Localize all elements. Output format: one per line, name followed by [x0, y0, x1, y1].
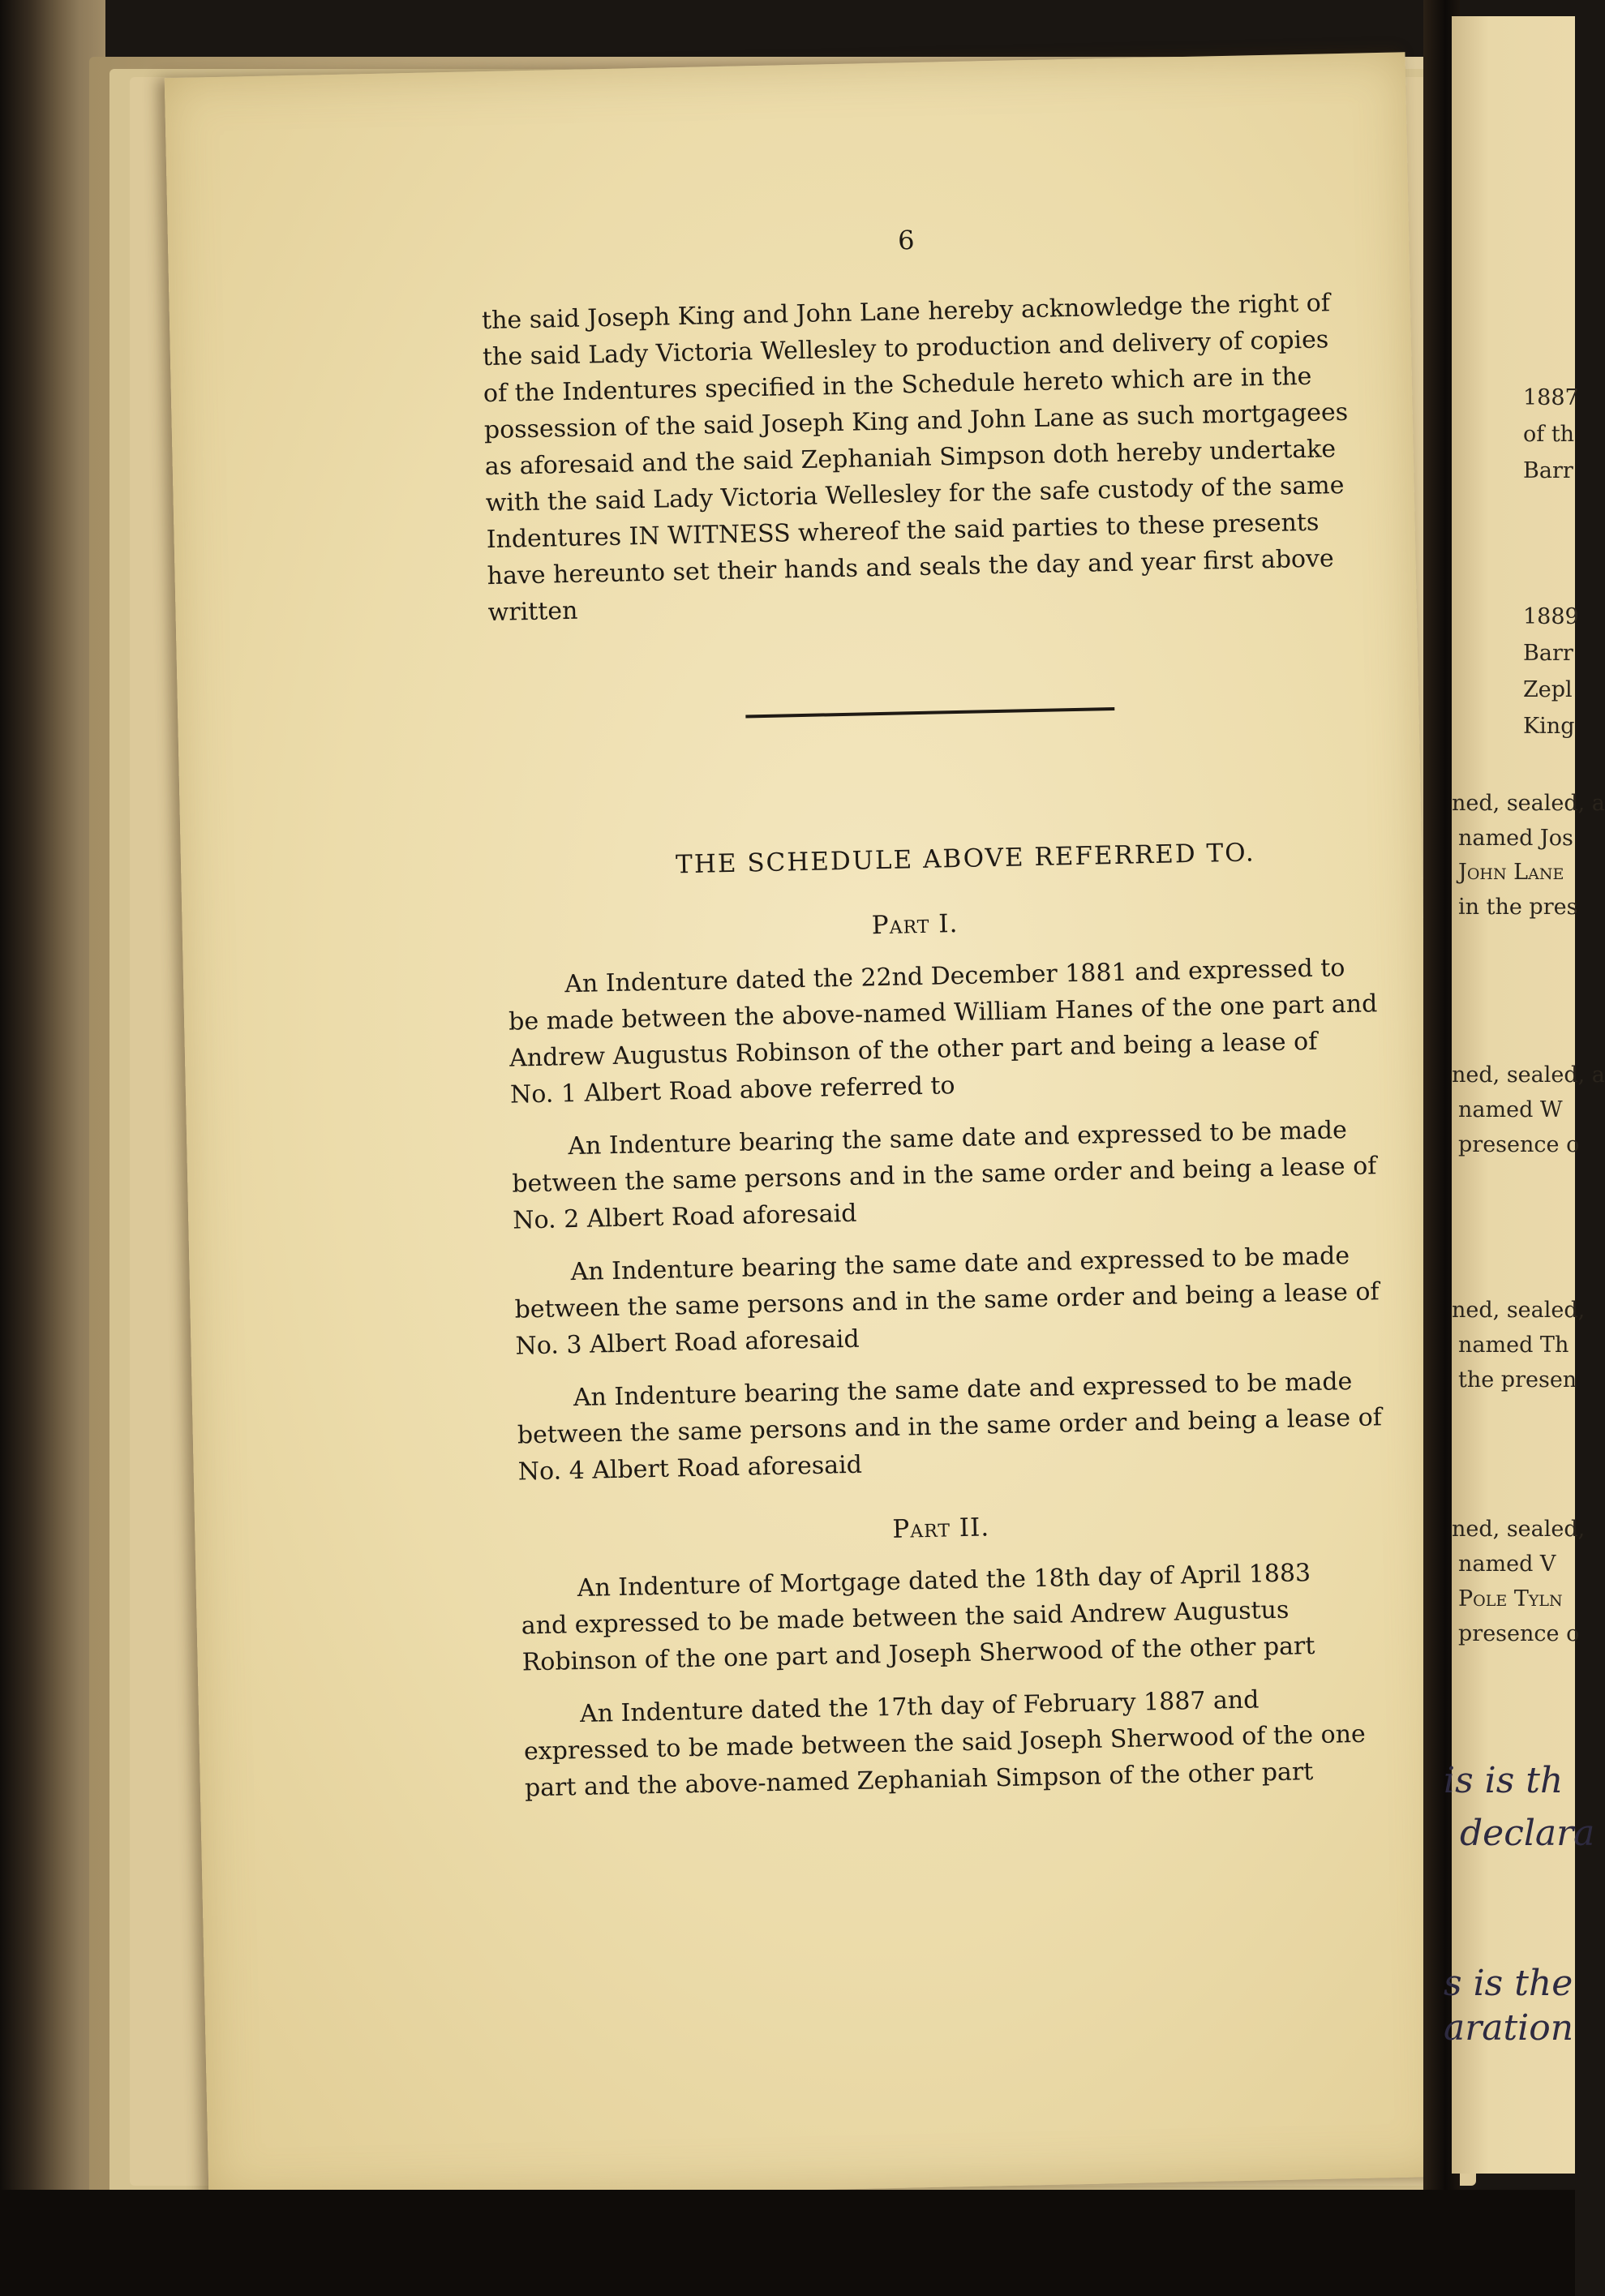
fragment-text: ned, sealed, a: [1452, 791, 1605, 816]
body-line: with the said Lady Victoria Wellesley for the safe custody of the same: [485, 470, 1345, 518]
body-line: An Indenture dated the 17th day of February 1887 and: [579, 1685, 1260, 1729]
fragment-text: named W: [1458, 1097, 1563, 1122]
body-line: between the same persons and in the same order and being a lease of: [514, 1277, 1380, 1324]
fragment-text: Barr: [1523, 458, 1573, 483]
body-line: expressed to be made between the said Joseph Sherwood of the one: [523, 1719, 1367, 1766]
handwriting: is is th: [1444, 1760, 1564, 1801]
section-divider: [745, 707, 1114, 719]
body-line: and expressed to be made between the said Andrew Augustus: [521, 1595, 1290, 1641]
body-line: part and the above-named Zephaniah Simpson of the other part: [524, 1757, 1314, 1803]
fragment-text: Zepl: [1523, 677, 1573, 702]
body-line: be made between the above-named William Hanes of the one part and: [508, 989, 1378, 1036]
body-line: An Indenture bearing the same date and expressed to be made: [568, 1116, 1348, 1161]
fragment-text: Barr: [1523, 641, 1573, 666]
fragment-text: ned, sealed,: [1452, 1298, 1586, 1323]
body-line: have hereunto set their hands and seals the day and year first above: [487, 544, 1335, 591]
fragment-text: Pole Tyln: [1458, 1586, 1563, 1611]
handwriting: aration: [1444, 2007, 1574, 2049]
fragment-text: presence o: [1458, 1621, 1580, 1646]
fragment-text: in the pres: [1458, 895, 1578, 920]
fragment-text: named Th: [1458, 1333, 1569, 1358]
adjacent-page: [1444, 16, 1605, 2174]
part-heading: Part II.: [892, 1513, 990, 1544]
part-heading: Part I.: [871, 909, 959, 941]
fragment-text: named V: [1458, 1551, 1556, 1577]
body-line: An Indenture of Mortgage dated the 18th day of April 1883: [577, 1559, 1311, 1603]
fragment-text: ned, sealed,: [1452, 1517, 1586, 1542]
fragment-text: 1887: [1523, 385, 1579, 410]
body-line: Indentures IN WITNESS whereof the said parties to these presents: [486, 508, 1320, 555]
body-line: An Indenture bearing the same date and expressed to be made: [573, 1367, 1353, 1413]
body-line: No. 3 Albert Road aforesaid: [515, 1324, 860, 1361]
body-line: written: [487, 596, 578, 628]
fragment-text: ned, sealed, a: [1452, 1062, 1605, 1088]
body-line: between the same persons and in the same order and being a lease of: [512, 1152, 1377, 1199]
schedule-title: THE SCHEDULE ABOVE REFERRED TO.: [675, 838, 1256, 880]
body-line: Andrew Augustus Robinson of the other part and being a lease of: [509, 1027, 1318, 1073]
fragment-text: presence o: [1458, 1132, 1580, 1157]
fragment-text: 1889: [1523, 604, 1579, 629]
handwriting: declara: [1460, 1813, 1595, 1854]
fragment-text: of th: [1523, 422, 1575, 447]
fragment-text: King: [1523, 714, 1575, 739]
body-line: An Indenture bearing the same date and expressed to be made: [570, 1242, 1350, 1287]
body-line: No. 2 Albert Road aforesaid: [512, 1199, 857, 1235]
scan-background: [0, 2190, 1575, 2296]
body-line: the said Lady Victoria Wellesley to production and delivery of copies: [482, 325, 1329, 372]
body-line: possession of the said Joseph King and John Lane as such mortgagees: [483, 397, 1349, 445]
fragment-text: the presen: [1458, 1367, 1577, 1393]
body-line: between the same persons and in the same order and being a lease of: [517, 1403, 1383, 1450]
fragment-text: John Lane: [1458, 860, 1564, 885]
body-line: as aforesaid and the said Zephaniah Simpson doth hereby undertake: [484, 435, 1337, 482]
body-line: the said Joseph King and John Lane hereby acknowledge the right of: [481, 289, 1331, 336]
body-line: of the Indentures specified in the Schedule hereto which are in the: [483, 362, 1312, 409]
fragment-text: named Jos: [1458, 826, 1573, 851]
body-line: An Indenture dated the 22nd December 1881 and expressed to: [564, 954, 1345, 999]
body-line: No. 4 Albert Road aforesaid: [517, 1450, 863, 1487]
body-line: Robinson of the one part and Joseph Sherwood of the other part: [521, 1632, 1315, 1677]
document-page: [165, 52, 1450, 2202]
body-line: No. 1 Albert Road above referred to: [509, 1071, 955, 1109]
page-number: 6: [897, 224, 915, 256]
handwriting: s is the: [1444, 1963, 1573, 2004]
